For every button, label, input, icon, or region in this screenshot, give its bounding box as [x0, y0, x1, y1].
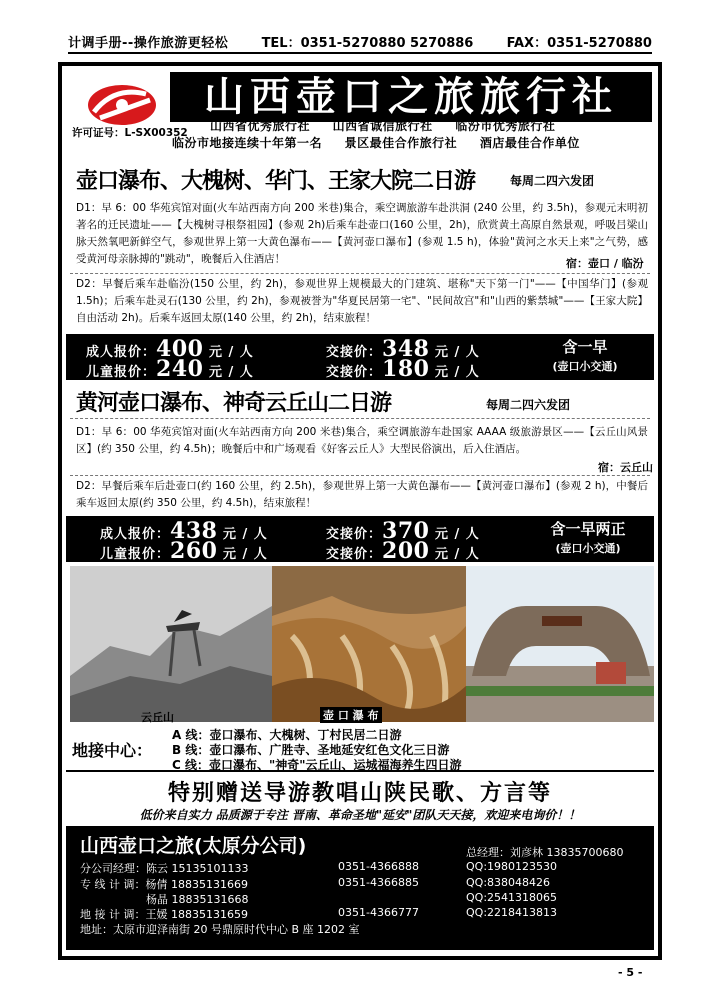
contact-qq: QQ:1980123530 [466, 860, 558, 873]
route2-day1: D1：早 6：00 华苑宾馆对面(火车站西南方向 200 米巷)集合，乘空调旅游车赴国家 AAAA 级旅游景区——【云丘山风景区】(约 350 公里，约 4.5h)；晚餐后中和广场观看《好客云丘人》大型民俗演出，后入住酒店。 [76, 426, 648, 455]
top-slogan: 计调手册--操作旅游更轻松 [68, 36, 229, 51]
contact-tel: 0351-4366777 [338, 906, 419, 919]
honors-line-1: 山西省优秀旅行社 山西省诚信旅行社 临汾市优秀旅行社 [210, 119, 556, 133]
local-line-b: B 线：壶口瀑布、广胜寺、圣地延安红色文化三日游 [172, 743, 450, 757]
route2-child-price [100, 538, 268, 564]
contact-qq: QQ:838048426 [466, 876, 551, 889]
adult-price-label: 成人报价： [86, 345, 157, 360]
trans-price-label: 交接价： [326, 345, 383, 360]
route2-day2: D2：早餐后乘车后赴壶口(约 160 公里，约 2.5h)，参观世界上第一大黄色瀑布——【黄河壶口瀑布】(参观 2 h)，中餐后乘车返回太原(约 350 公里，约 4.5h)，结束旅程！ [76, 480, 648, 509]
trans-price-label: 交接价： [326, 527, 383, 542]
trans-adult-value: 370 [382, 518, 430, 544]
price-unit: 元 / 人 [208, 365, 254, 380]
route1-includes: 含一早 [562, 338, 608, 356]
yunqiu-mountain-photo [70, 566, 272, 722]
adult-price-value: 438 [170, 518, 218, 544]
route1-title: 壶口瀑布、大槐树、华门、王家大院二日游 [76, 169, 476, 194]
local-line-a: A 线：壶口瀑布、大槐树、丁村民居二日游 [172, 728, 402, 742]
hukou-waterfall-photo [272, 566, 466, 722]
route1-frequency: 每周二四六发团 [510, 174, 595, 188]
license-number: 许可证号：L-SX00352 [72, 127, 188, 139]
scenic-gate-photo [466, 566, 654, 722]
local-line-c: C 线：壶口瀑布、"神奇"云丘山、运城福海养生四日游 [172, 758, 462, 772]
agency-logo-icon [84, 82, 160, 128]
honors-line-2: 临汾市地接连续十年第一名 景区最佳合作旅行社 酒店最佳合作单位 [172, 136, 580, 150]
trans-price-label: 交接价： [326, 547, 383, 562]
divider [70, 418, 650, 419]
adult-price-value: 400 [156, 336, 204, 362]
route2-title: 黄河壶口瀑布、神奇云丘山二日游 [76, 391, 392, 416]
photo-caption-yunqiu: 云丘山 [141, 711, 174, 724]
route1-child-price [86, 356, 254, 382]
promo-headline: 特别赠送导游教唱山陕民歌、方言等 [167, 781, 552, 806]
price-unit: 元 / 人 [434, 547, 480, 562]
price-unit: 元 / 人 [434, 345, 480, 360]
price-unit: 元 / 人 [222, 527, 268, 542]
brand-banner [170, 72, 652, 122]
child-price-label: 儿童报价： [100, 547, 171, 562]
route2-day1-stay: 宿：云丘山 [598, 461, 653, 474]
contact-tel: 0351-4366885 [338, 876, 419, 889]
trans-price-label: 交接价： [326, 365, 383, 380]
promo-subline: 低价来自实力 品质源于专注 晋南、革命圣地"延安"团队天天接，欢迎来电询价！！ [139, 808, 581, 822]
route2-trans-child [326, 538, 480, 564]
photo-caption-hukou: 壶 口 瀑 布 [320, 707, 382, 723]
route2-includes-note: (壶口小交通) [555, 542, 621, 555]
child-price-value: 240 [156, 356, 204, 382]
local-service-title: 地接中心： [72, 741, 153, 760]
general-manager: 总经理：刘彦林 13835700680 [466, 846, 624, 859]
price-unit: 元 / 人 [222, 547, 268, 562]
trans-child-value: 200 [382, 538, 430, 564]
top-tel: TEL：0351-5270880 5270886 [261, 36, 474, 51]
top-contact-bar [68, 34, 652, 54]
child-price-label: 儿童报价： [86, 365, 157, 380]
contact-name: 分公司经理：陈云 15135101133 [80, 862, 249, 875]
divider [70, 475, 650, 476]
adult-price-label: 成人报价： [100, 527, 171, 542]
contact-name: 地 接 计 调：王媛 18835131659 [80, 908, 248, 921]
branch-company-name: 山西壶口之旅(太原分公司) [80, 835, 307, 857]
contact-name: 专 线 计 调：杨倩 18835131669 [80, 878, 248, 891]
route1-includes-note: (壶口小交通) [552, 360, 618, 373]
contact-qq: QQ:2218413813 [466, 906, 558, 919]
child-price-value: 260 [170, 538, 218, 564]
trans-child-value: 180 [382, 356, 430, 382]
contact-qq: QQ:2541318065 [466, 891, 558, 904]
price-unit: 元 / 人 [434, 527, 480, 542]
price-unit: 元 / 人 [208, 345, 254, 360]
brand-name: 山西壶口之旅旅行社 [204, 74, 618, 120]
route1-day1-stay: 宿：壶口 / 临汾 [566, 257, 644, 270]
route2-includes: 含一早两正 [550, 520, 626, 538]
route1-day2: D2：早餐后乘车赴临汾(150 公里，约 2h)，参观世界上规模最大的门建筑、堪称"天下第一门"——【中国华门】(参观 1.5h)；后乘车赴灵石(130 公里，约 2h)，参观被誉为"华夏民居第一宅"、"民间故宫"和"山西的紫禁城"——【王家大院】自由活动 2h)。后乘车返回太原(140 公里，约 2h)，结束旅程！ [76, 278, 648, 324]
contact-name: 杨晶 18835131668 [80, 893, 249, 906]
contact-tel: 0351-4366888 [338, 860, 419, 873]
contact-address: 地址：太原市迎泽南街 20 号鼎原时代中心 B 座 1202 室 [80, 923, 360, 936]
top-fax: FAX：0351-5270880 [506, 36, 652, 51]
divider [70, 273, 650, 274]
route1-trans-child [326, 356, 480, 382]
route1-day1: D1：早 6：00 华苑宾馆对面(火车站西南方向 200 米巷)集合，乘空调旅游车赴洪洞 (240 公里，约 3.5h)，参观元末明初著名的迁民遗址——【大槐树寻根祭祖园】(参观 2h)后乘车赴壶口(160 公里，2h)，欣赏黄土高原自然景观，呼吸吕梁山脉天然氧吧新鲜空气，参观世界上第一大黄色瀑布——【黄河壶口瀑布】(参观 1.5 h)，体验"黄河之水天上来"之气势，感受黄河母亲脉搏的"跳动"，晚餐后入住酒店！ [76, 202, 648, 265]
route2-frequency: 每周二四六发团 [486, 398, 571, 412]
price-unit: 元 / 人 [434, 365, 480, 380]
page-number: - 5 - [618, 966, 643, 979]
trans-adult-value: 348 [382, 336, 430, 362]
